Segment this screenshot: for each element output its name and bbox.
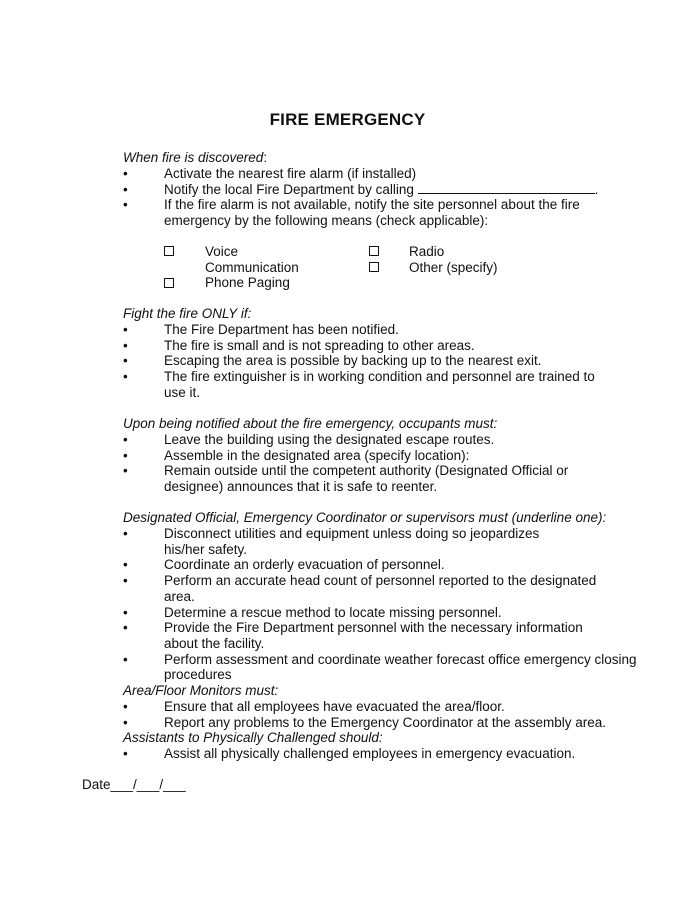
radio-checkbox[interactable] bbox=[369, 246, 379, 256]
page-title: FIRE EMERGENCY bbox=[269, 110, 426, 129]
section-heading-discovered: When fire is discovered: bbox=[123, 150, 268, 165]
list-item: • Remain outside until the competent authority (Designated Official or designee) announces that it is safe to reenter. bbox=[123, 463, 569, 495]
list-item: • Assist all physically challenged employees in emergency evacuation. bbox=[123, 746, 576, 761]
list-monitors bbox=[123, 699, 623, 730]
option-phone-paging: Phone Paging bbox=[205, 275, 290, 290]
list-item: • Report any problems to the Emergency Coordinator at the assembly area. bbox=[123, 714, 606, 730]
list-item: • Determine a rescue method to locate missing personnel. bbox=[123, 604, 502, 620]
phone-paging-checkbox[interactable] bbox=[164, 278, 174, 288]
list-item: • The fire is small and is not spreading to other areas. bbox=[123, 337, 475, 353]
list-item: • The fire extinguisher is in working condition and personnel are trained to use it. bbox=[123, 369, 595, 400]
list-item: • The Fire Department has been notified. bbox=[123, 322, 399, 337]
list-item: • Activate the nearest fire alarm (if installed) bbox=[123, 166, 417, 181]
section-heading-occupants: Upon being notified about the fire emergency, occupants must: bbox=[123, 416, 498, 431]
list-officials bbox=[123, 526, 637, 683]
list-discovered bbox=[123, 166, 613, 229]
list-item: • Notify the local Fire Department by calling . bbox=[123, 181, 599, 197]
list-item: • Leave the building using the designated escape routes. bbox=[123, 432, 495, 447]
section-heading-fight: Fight the fire ONLY if: bbox=[123, 306, 252, 321]
list-item: • Escaping the area is possible by backing up to the nearest exit. bbox=[123, 353, 542, 369]
list-item: • Perform an accurate head count of personnel reported to the designated area. bbox=[123, 573, 597, 604]
phone-number-blank[interactable] bbox=[418, 182, 595, 194]
section-heading-assistants: Assistants to Physically Challenged should: bbox=[123, 730, 383, 745]
option-radio: Radio bbox=[409, 244, 445, 259]
list-item: • Coordinate an orderly evacuation of personnel. bbox=[123, 557, 445, 573]
option-voice-communication: Voice Communication bbox=[205, 244, 299, 275]
list-item: • Disconnect utilities and equipment unless doing so jeopardizes his/her safety. bbox=[123, 526, 540, 557]
list-item: • Assemble in the designated area (specify location): bbox=[123, 447, 470, 463]
option-other-specify: Other (specify) bbox=[409, 260, 498, 275]
section-heading-officials: Designated Official, Emergency Coordinator or supervisors must (underline one): bbox=[123, 510, 607, 525]
list-item: • Perform assessment and coordinate weather forecast office emergency closing procedures bbox=[123, 651, 637, 683]
list-assistants bbox=[123, 746, 623, 762]
voice-communication-checkbox[interactable] bbox=[164, 246, 174, 256]
list-fight bbox=[123, 322, 603, 401]
other-specify-checkbox[interactable] bbox=[369, 262, 379, 272]
date-field[interactable]: Date___/___/___ bbox=[82, 777, 186, 792]
list-occupants bbox=[123, 432, 583, 495]
list-item: • If the fire alarm is not available, notify the site personnel about the fire emergency by the following means (check applicable): bbox=[123, 197, 580, 229]
list-item: • Ensure that all employees have evacuated the area/floor. bbox=[123, 699, 505, 714]
section-heading-monitors: Area/Floor Monitors must: bbox=[123, 683, 279, 698]
list-item: • Provide the Fire Department personnel with the necessary information about the facility. bbox=[123, 620, 583, 651]
